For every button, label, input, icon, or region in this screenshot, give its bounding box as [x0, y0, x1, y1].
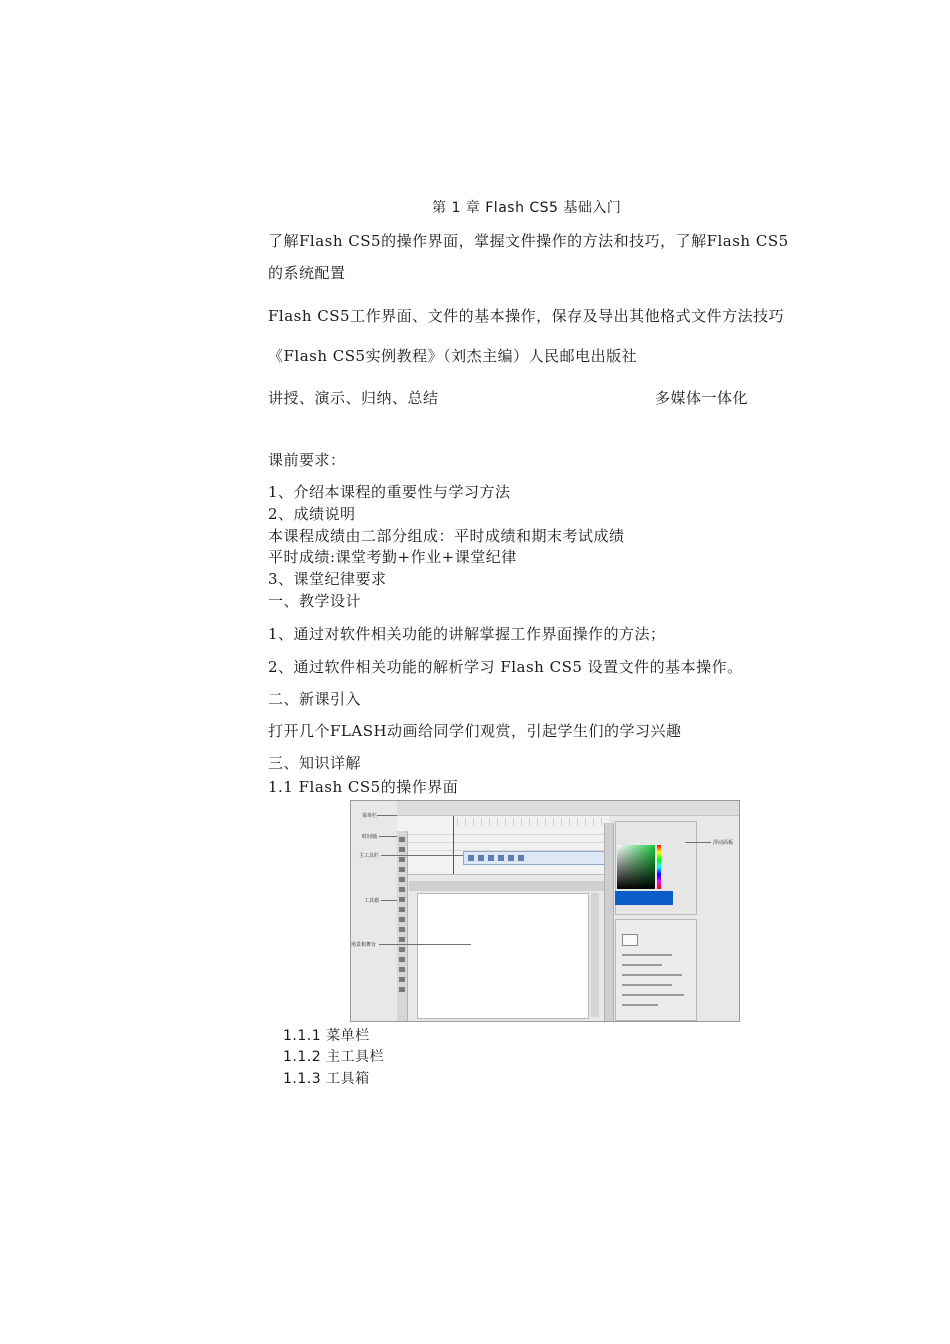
pre-class-item: 2、成绩说明: [268, 505, 356, 523]
toc-item: 1.1.2 主工具栏: [283, 1049, 385, 1065]
callout-timeline: 时间轴: [362, 834, 378, 840]
callout-toolbox: 工具箱: [364, 898, 380, 904]
design-item: 1、通过对软件相关功能的讲解掌握工作界面操作的方法；: [268, 625, 666, 643]
teaching-methods: 讲授、演示、归纳、总结: [268, 389, 439, 407]
intro-heading: 二、新课引入: [268, 690, 362, 708]
pre-class-item: 本课程成绩由二部分组成：平时成绩和期末考试成绩: [268, 527, 625, 545]
fig-main-toolbar: [463, 851, 611, 865]
pre-class-heading: 课前要求：: [268, 451, 346, 469]
fig-stage: [417, 893, 589, 1019]
pre-class-item: 1、介绍本课程的重要性与学习方法: [268, 483, 511, 501]
fig-menubar: [397, 801, 739, 816]
toc-item: 1.1.3 工具箱: [283, 1071, 370, 1087]
fig-toolbox: [397, 831, 408, 1021]
fig-timeline: [397, 816, 609, 875]
callout-floating-panel: 浮动面板: [713, 840, 734, 846]
chapter-title: 第 1 章 Flash CS5 基础入门: [432, 200, 622, 216]
fig-properties-panel: [615, 919, 697, 1021]
key-points: Flash CS5工作界面、文件的基本操作，保存及导出其他格式文件方法技巧: [268, 307, 785, 325]
pre-class-item: 平时成绩:课堂考勤+作业+课堂纪律: [268, 548, 517, 566]
callout-stage: 场景和舞台: [351, 942, 377, 948]
knowledge-heading: 三、知识详解: [268, 754, 362, 772]
objectives-line-2: 的系统配置: [268, 264, 346, 282]
subsection-title: 1.1 Flash CS5的操作界面: [268, 778, 459, 796]
objectives-line-1: 了解Flash CS5的操作界面，掌握文件操作的方法和技巧，了解Flash CS5: [268, 232, 789, 250]
flash-interface-screenshot: [350, 800, 740, 1022]
design-heading: 一、教学设计: [268, 592, 362, 610]
callout-main-toolbar: 主工具栏: [359, 853, 380, 859]
toc-item: 1.1.1 菜单栏: [283, 1028, 370, 1044]
textbook: 《Flash CS5实例教程》（刘杰主编）人民邮电出版社: [268, 347, 638, 365]
callout-menubar: 菜单栏: [362, 813, 378, 819]
design-item: 2、通过软件相关功能的解析学习 Flash CS5 设置文件的基本操作。: [268, 658, 743, 676]
teaching-means: 多媒体一体化: [655, 389, 749, 407]
pre-class-item: 3、课堂纪律要求: [268, 570, 387, 588]
intro-text: 打开几个FLASH动画给同学们观赏，引起学生们的学习兴趣: [268, 722, 682, 740]
